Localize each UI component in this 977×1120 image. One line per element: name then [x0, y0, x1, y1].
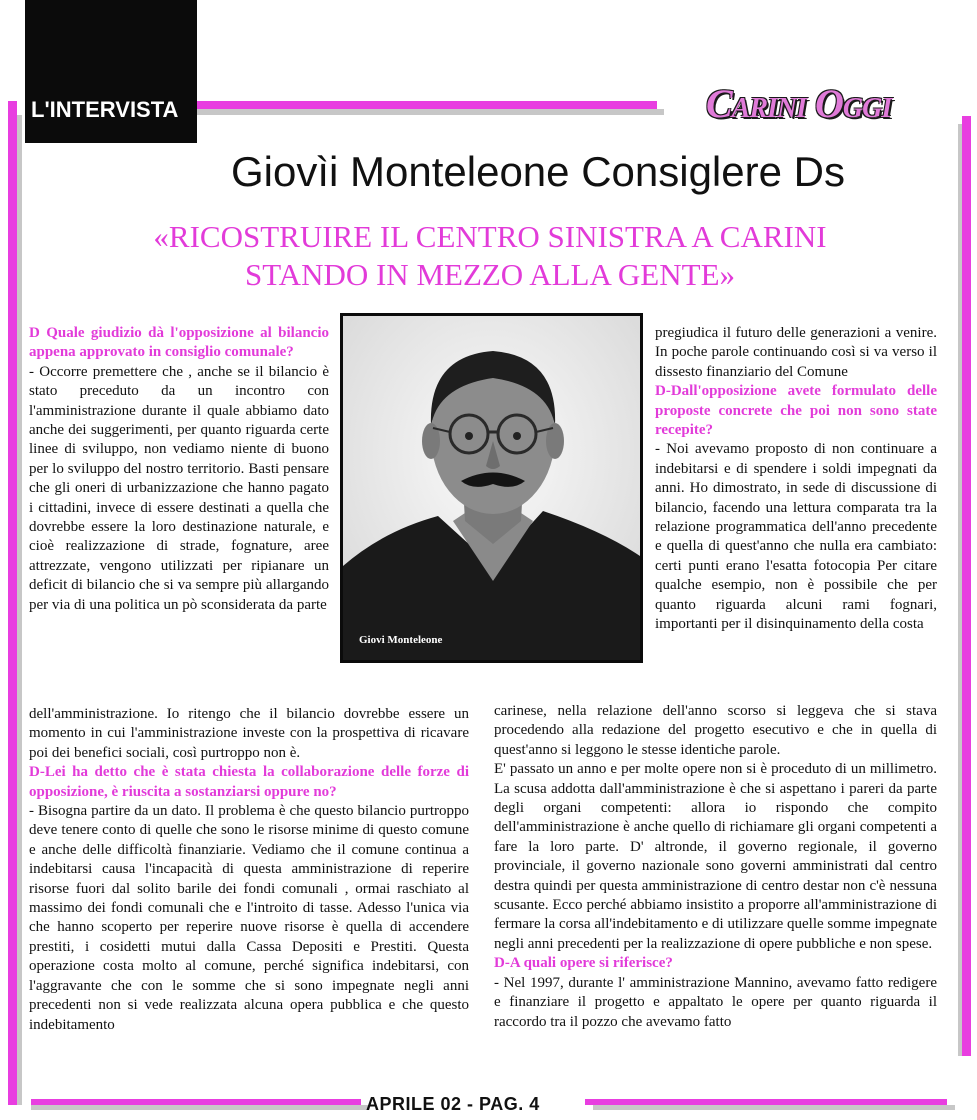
footer-page-label: APRILE 02 - PAG. 4 — [366, 1094, 540, 1114]
subheadline-line: «RICOSTRUIRE IL CENTRO SINISTRA A CARINI — [153, 219, 827, 254]
frame-top-shadow — [196, 109, 664, 115]
masthead-logo: Carini Oggi — [706, 81, 892, 126]
frame-left-bar — [8, 101, 17, 1105]
frame-left-shadow — [17, 115, 22, 1105]
question-paragraph: D-Dall'opposizione avete formulato delle proposte concrete che poi non sono state recepite? — [655, 383, 937, 439]
question-paragraph: D Quale giudizio dà l'opposizione al bilancio appena approvato in consiglio comunale? — [29, 325, 329, 361]
answer-paragraph: pregiudica il futuro delle generazioni a venire. In poche parole continuando così si va verso il dissesto finanziario del Comune — [655, 325, 937, 380]
subheadline-line: STANDO IN MEZZO ALLA GENTE» — [244, 257, 736, 292]
subheadline — [80, 218, 900, 294]
answer-paragraph: dell'amministrazione. Io ritengo che il bilancio dovrebbe essere un momento in cui l'amministrazione investe con la prospettiva di ricavare poi dei benefici sociali, così purtroppo non è. — [29, 706, 469, 761]
question-paragraph: D-A quali opere si riferisce? — [494, 955, 673, 972]
frame-bottom-right-shadow — [593, 1105, 955, 1110]
portrait-illustration — [343, 316, 640, 660]
answer-paragraph: - Bisogna partire da un dato. Il problema è che questo bilancio purtroppo deve tenere conto di quelle che sono le risorse minime di questo comune e anche delle difficoltà finanziarie. Vediamo che il comune continua a indebitarsi causa l'incapacità di questa amministrazione di reperire risorse fuori dal solito barile dei fondi comunali , ormai raschiato al massimo dei fondi comunali che e l'introito di tasse. Adesso l'unica via che hanno scoperto per reperire nuove risorse è quella di accendere prestiti, i cosidetti mutui dalla Cassa Depositi e Prestiti. Questa operazione costa molto al comune, perché significa indebitarsi, con l'aggravante che con le somme che si sono impegnate negli anni precedenti non si vede realizzata alcuna opera pubblica e che questo indebitamento — [29, 803, 469, 1033]
column-left-bottom — [29, 705, 469, 1035]
headline: Giovìi Monteleone Consiglere Ds — [231, 148, 845, 195]
photo-caption: Giovi Monteleone — [359, 634, 443, 646]
answer-paragraph: E' passato un anno e per molte opere non si è proceduto di un millimetro. La scusa addotta dall'amministrazione è che si aspettano i pareri da parte degli organi competenti: allora io rispondo che compito dell'amministrazione è anche quello di richiamare gli organi competenti a fare la loro parte. D' altronde, il governo regionale, il governo provinciale, il governo nazionale sono governi amministrati dal centro destra quindi per questa amministrazione di centro destar non c'è nessuna scusante. Ecco perché abbiamo insistito a proporre all'amministrazione di fermare la corsa all'indebitamento e di utilizzare quelle somme impegnate negli anni precedenti per la realizzazione di opere pubbliche e non spese. — [494, 761, 937, 952]
section-tag — [25, 0, 197, 143]
frame-right-shadow — [958, 124, 962, 1056]
frame-bottom-left-shadow — [31, 1105, 369, 1110]
answer-paragraph: - Occorre premettere che , anche se il bilancio è stato preceduto da un incontro con l'amministrazione durante il quale abbiamo dato anche dei suggerimenti, per quanto riguarda certe linee di sviluppo, non vediamo niente di buono per lo sviluppo del nostro territorio. Basti pensare che gli oneri di urbanizzazione che hanno pagato i cittadini, invece di essere destinati a quella che dovrebbe essere la loro destinazione naturale, e cioè realizzazione di strade, fognature, aree attrezzate, vengono utilizzati per ripianare un deficit di bilancio che si va sempre più allargando per via di una politica un pò sconsiderata da parte — [29, 363, 329, 613]
portrait-photo — [340, 313, 643, 663]
section-tag-label: L'INTERVISTA — [31, 97, 179, 122]
answer-paragraph: - Nel 1997, durante l' amministrazione Mannino, avevamo fatto redigere e finanziare il progetto e appaltato le opere per quanto riguarda il raccordo tra il pozzo che avevamo fatto — [494, 974, 937, 1030]
frame-top-bar — [196, 101, 657, 109]
answer-paragraph: - Noi avevamo proposto di non continuare a indebitarsi e di spendere i soldi impegnati da anni. Ho dimostrato, in sede di discussione di bilancio, facendo una lettura comparata tra la relazione programmatica dell'anno precedente e quella di quest'anno che nulla era cambiato: certi punti erano l'esatta fotocopia Per citare qualche esempio, non è possibile che per quanto riguarda alcuni rami fognari, importanti per il disinquinamento della costa — [655, 441, 937, 633]
question-paragraph: D-Lei ha detto che è stata chiesta la collaborazione delle forze di opposizione, è riuscita a sostanziarsi oppure no? — [29, 764, 469, 800]
column-left-top — [29, 324, 329, 615]
frame-right-bar — [962, 116, 971, 1056]
answer-paragraph: carinese, nella relazione dell'anno scorso si leggeva che si stava procedendo alla redazione del progetto esecutivo e che in quella di quest'anno si leggono le stesse identiche parole. — [494, 703, 937, 758]
column-right-bottom — [494, 702, 937, 1032]
column-right-top — [655, 324, 937, 635]
